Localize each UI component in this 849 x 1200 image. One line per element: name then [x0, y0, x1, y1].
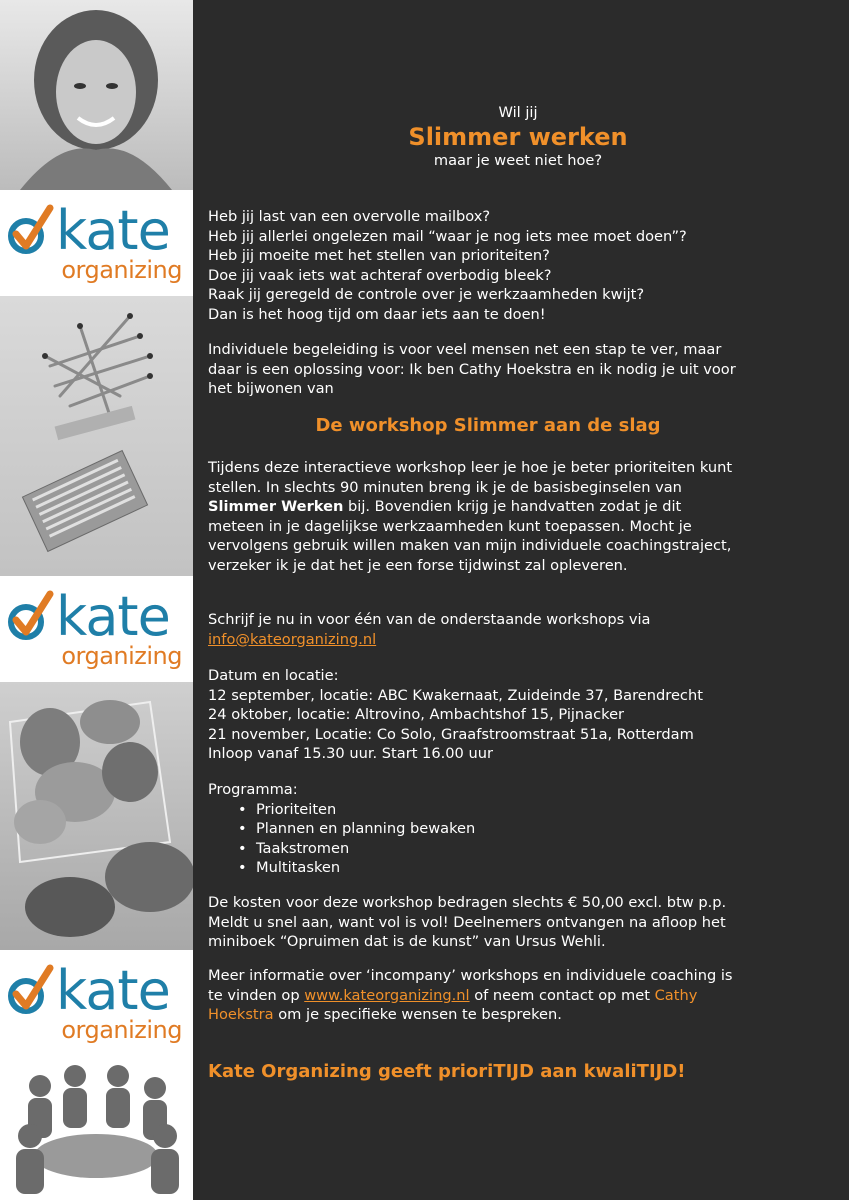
question-line: Heb jij moeite met het stellen van prioriteiten? — [208, 247, 550, 264]
website-link[interactable]: www.kateorganizing.nl — [304, 986, 470, 1004]
list-item: • Taakstromen — [238, 839, 828, 859]
list-item: • Prioriteiten — [238, 800, 828, 820]
kate-organizing-logo — [0, 950, 193, 1056]
list-item: • Multitasken — [238, 858, 828, 878]
matches-photo — [0, 296, 193, 576]
program-list — [208, 800, 828, 878]
date-line: 12 september, locatie: ABC Kwakernaat, Zuideinde 37, Barendrecht — [208, 686, 703, 704]
kate-organizing-logo — [0, 190, 193, 296]
date-line: 21 november, Locatie: Co Solo, Graafstroomstraat 51a, Rotterdam — [208, 725, 694, 743]
meeting-figures-illustration — [0, 1056, 193, 1200]
tagline: Kate Organizing geeft prioriTIJD aan kwaliTIJD! — [208, 1061, 686, 1082]
dates-heading: Datum en locatie: — [208, 667, 339, 684]
date-line: 24 oktober, locatie: Altrovino, Ambachtshof 15, Pijnacker — [208, 706, 625, 723]
logo-word-organizing: organizing — [61, 256, 182, 284]
email-link[interactable]: info@kateorganizing.nl — [208, 630, 377, 648]
flyer-content — [193, 0, 849, 1200]
logo-word-kate: kate — [56, 585, 170, 648]
program-section — [208, 780, 828, 878]
question-line: Dan is het hoog tijd om daar iets aan te doen! — [208, 305, 546, 323]
portrait-photo — [0, 0, 193, 190]
more-info-paragraph: Meer informatie over ‘incompany’ workshops en individuele coaching is te vinden op www.kateorganizing.nl of neem contact op met Cathy Hoekstra om je specifieke wensen te bespreken. — [208, 967, 733, 1023]
date-line: Inloop vanaf 15.30 uur. Start 16.00 uur — [208, 745, 493, 762]
costs-paragraph: De kosten voor deze workshop bedragen slechts € 50,00 excl. btw p.p. Meldt u snel aan, want vol is vol! Deelnemers ontvangen na afloop het miniboek “Opruimen dat is de kunst” van Ursus Wehli. — [208, 894, 727, 950]
hero-subtitle: maar je weet niet hoe? — [433, 152, 603, 169]
sidebar — [0, 0, 193, 1200]
check-circle-icon — [6, 590, 54, 642]
hero-intro: Wil jij — [498, 104, 538, 121]
workshop-description: Tijdens deze interactieve workshop leer je hoe je beter prioriteiten kunt stellen. In slechts 90 minuten breng ik je de basisbeginselen van Slimmer Werken bij. Bovendien krijg je handvatten zodat je dit meteen in je dagelijkse werkzaamheden kunt toepassen. Mocht je vervolgens gebruik willen maken van mijn individuele coachingstraject, verzeker ik je dat het je een forse tijdwinst zal opleveren. — [208, 459, 733, 574]
kate-organizing-logo — [0, 576, 193, 682]
check-circle-icon — [6, 204, 54, 256]
questions-list — [208, 207, 828, 324]
stones-in-glass-photo — [0, 682, 193, 950]
contact-name-link[interactable]: Cathy Hoekstra — [208, 986, 698, 1023]
question-line: Doe jij vaak iets wat achteraf overbodig bleek? — [208, 266, 552, 284]
page-title: Slimmer werken — [408, 123, 628, 151]
workshop-heading: De workshop Slimmer aan de slag — [315, 415, 661, 436]
logo-word-kate: kate — [56, 199, 170, 262]
slimmer-werken-bold: Slimmer Werken — [208, 498, 344, 515]
logo-word-kate: kate — [56, 959, 170, 1022]
program-heading: Programma: — [208, 781, 298, 798]
question-line: Raak jij geregeld de controle over je werkzaamheden kwijt? — [208, 286, 645, 303]
check-circle-icon — [6, 964, 54, 1016]
question-line: Heb jij last van een overvolle mailbox? — [208, 208, 491, 225]
question-line: Heb jij allerlei ongelezen mail “waar je nog iets mee moet doen”? — [208, 227, 687, 245]
logo-word-organizing: organizing — [61, 1016, 182, 1044]
logo-word-organizing: organizing — [61, 642, 182, 670]
signup-text: Schrijf je nu in voor één van de onderstaande workshops via info@kateorganizing.nl — [208, 611, 651, 648]
dates-section — [208, 666, 828, 764]
intro-paragraph: Individuele begeleiding is voor veel mensen net een stap te ver, maar daar is een oplossing voor: Ik ben Cathy Hoekstra en ik nodig je uit voor het bijwonen van — [208, 341, 736, 397]
list-item: • Plannen en planning bewaken — [238, 819, 828, 839]
